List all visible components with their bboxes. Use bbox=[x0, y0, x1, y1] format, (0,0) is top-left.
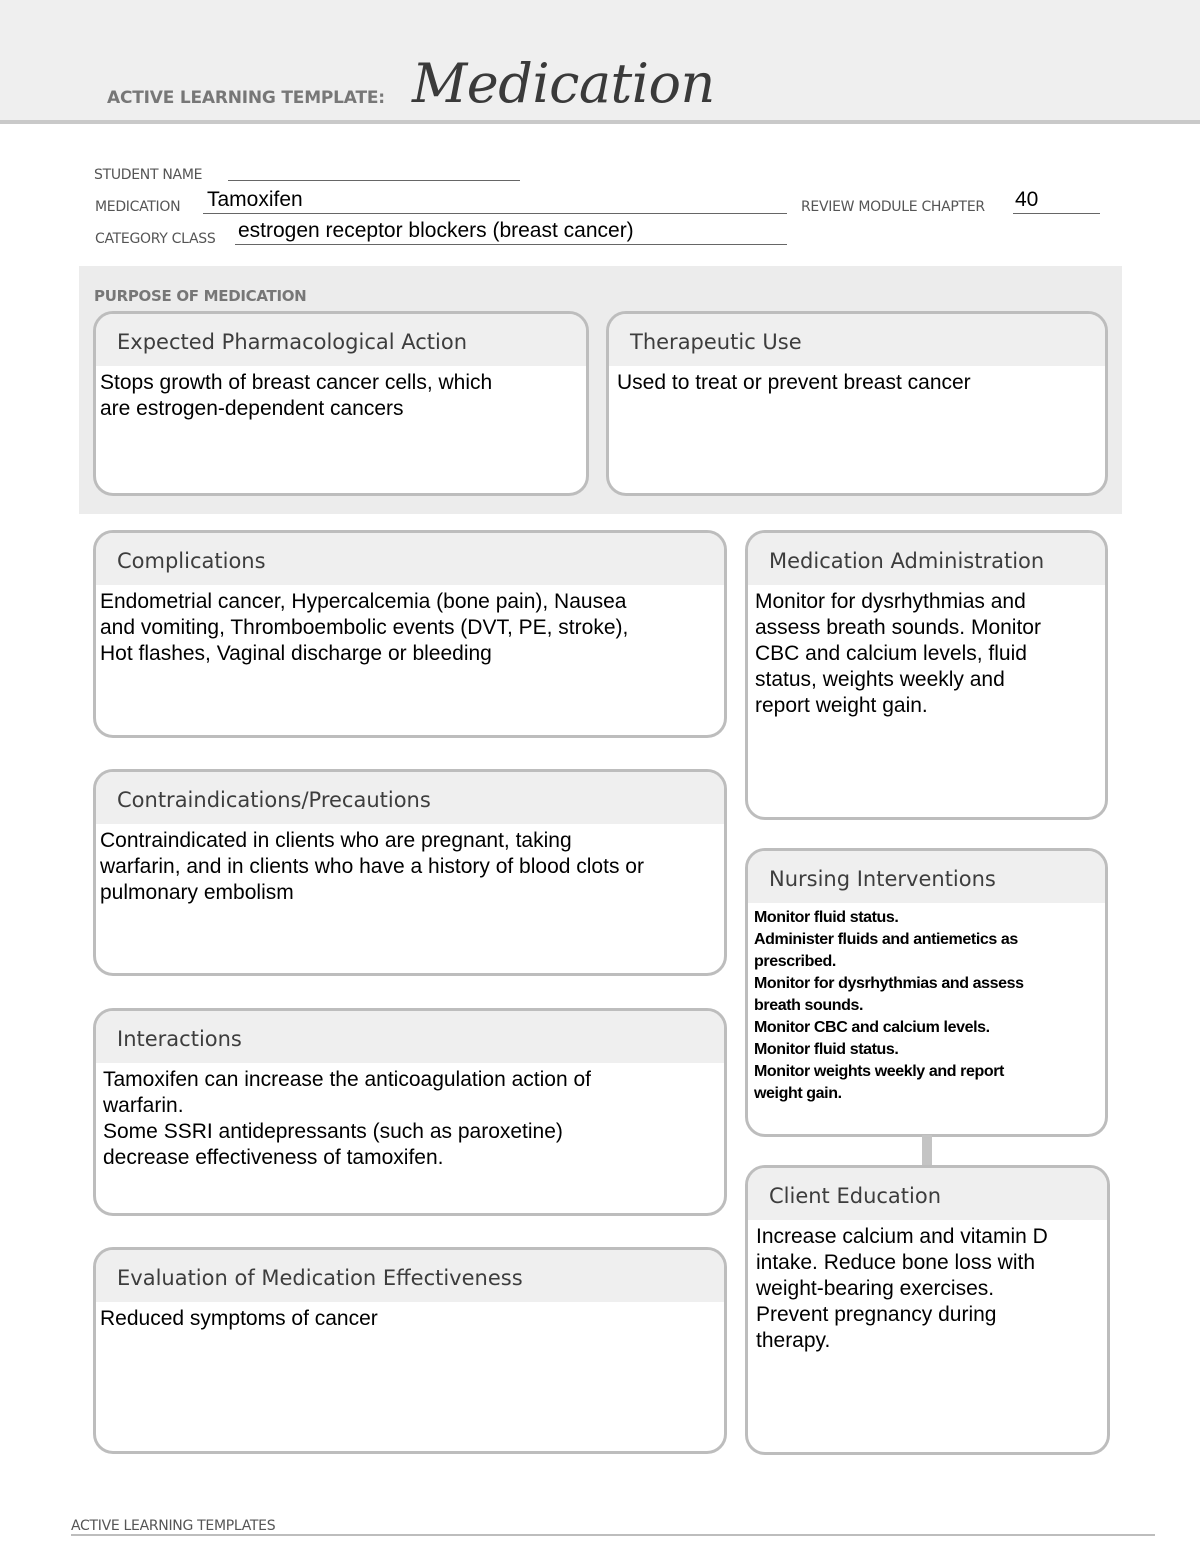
therapeutic-use-title: Therapeutic Use bbox=[609, 314, 1105, 366]
purpose-label: PURPOSE OF MEDICATION bbox=[94, 287, 307, 305]
complications-box bbox=[93, 530, 727, 738]
footer-rule bbox=[71, 1534, 1155, 1536]
therapeutic-use-text[interactable]: Used to treat or prevent breast cancer bbox=[617, 371, 971, 394]
category-class-label: CATEGORY CLASS bbox=[95, 231, 216, 247]
therapeutic-use-box bbox=[606, 311, 1108, 496]
medication-field[interactable]: Tamoxifen bbox=[207, 188, 303, 211]
review-module-label: REVIEW MODULE CHAPTER bbox=[801, 199, 985, 215]
interactions-box bbox=[93, 1008, 727, 1216]
review-module-field[interactable]: 40 bbox=[1015, 188, 1039, 211]
evaluation-box bbox=[93, 1247, 727, 1454]
client-education-text[interactable]: Increase calcium and vitamin D intake. Reduce bone loss with weight-bearing exercises. Prevent pregnancy during therapy. bbox=[756, 1225, 1048, 1352]
review-module-line bbox=[1013, 213, 1100, 214]
contraindications-text[interactable]: Contraindicated in clients who are pregnant, taking warfarin, and in clients who have a history of blood clots or pulmonary embolism bbox=[100, 829, 644, 904]
interactions-title: Interactions bbox=[96, 1011, 724, 1063]
medication-administration-box bbox=[745, 530, 1108, 820]
category-class-line bbox=[235, 244, 787, 245]
expected-action-box bbox=[93, 311, 589, 496]
client-education-box bbox=[745, 1165, 1110, 1455]
footer-label: ACTIVE LEARNING TEMPLATES bbox=[71, 1518, 276, 1534]
evaluation-title: Evaluation of Medication Effectiveness bbox=[96, 1250, 724, 1302]
student-name-label: STUDENT NAME bbox=[94, 167, 203, 183]
medication-administration-title: Medication Administration bbox=[748, 533, 1105, 585]
category-class-field[interactable]: estrogen receptor blockers (breast cancer) bbox=[238, 219, 634, 242]
contraindications-box bbox=[93, 769, 727, 976]
page-title: Medication bbox=[412, 52, 715, 115]
client-education-title: Client Education bbox=[748, 1168, 1107, 1220]
contraindications-title: Contraindications/Precautions bbox=[96, 772, 724, 824]
complications-text[interactable]: Endometrial cancer, Hypercalcemia (bone pain), Nausea and vomiting, Thromboembolic events (DVT, PE, stroke), Hot flashes, Vaginal discharge or bleeding bbox=[100, 590, 629, 665]
interactions-text[interactable]: Tamoxifen can increase the anticoagulation action of warfarin. Some SSRI antidepressants (such as paroxetine) decrease effectiveness of tamoxifen. bbox=[103, 1068, 591, 1169]
evaluation-text[interactable]: Reduced symptoms of cancer bbox=[100, 1307, 378, 1330]
nursing-interventions-title: Nursing Interventions bbox=[748, 851, 1105, 903]
complications-title: Complications bbox=[96, 533, 724, 585]
template-label: ACTIVE LEARNING TEMPLATE: bbox=[107, 88, 385, 108]
nursing-interventions-text[interactable]: Monitor fluid status. Administer fluids and antiemetics as prescribed. Monitor for dysrhythmias and assess breath sounds. Monitor CBC and calcium levels. Monitor fluid status. Monitor weights weekly and report weight gain. bbox=[754, 909, 1024, 1102]
student-name-line bbox=[228, 180, 520, 181]
expected-action-text[interactable]: Stops growth of breast cancer cells, which are estrogen-dependent cancers bbox=[100, 371, 493, 420]
nursing-interventions-box bbox=[745, 848, 1108, 1137]
medication-line bbox=[203, 213, 787, 214]
medication-label: MEDICATION bbox=[95, 199, 181, 215]
expected-action-title: Expected Pharmacological Action bbox=[96, 314, 586, 366]
medication-administration-text[interactable]: Monitor for dysrhythmias and assess breath sounds. Monitor CBC and calcium levels, fluid status, weights weekly and report weight gain. bbox=[755, 590, 1041, 717]
box-connector bbox=[922, 1135, 932, 1167]
